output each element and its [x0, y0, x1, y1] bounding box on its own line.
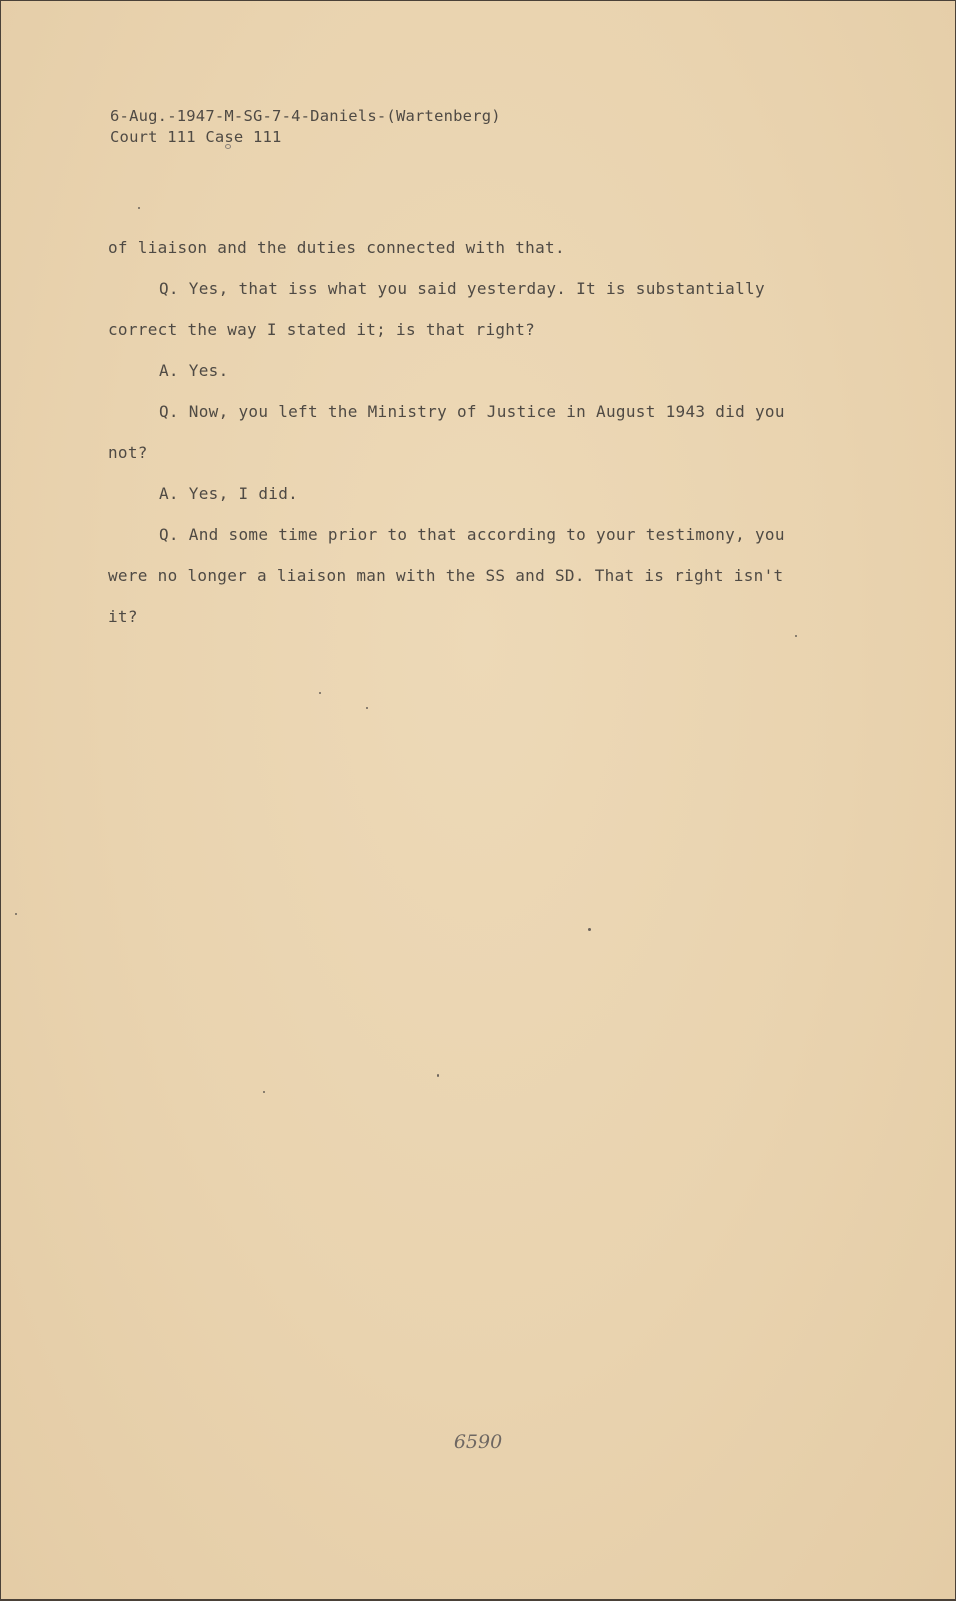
- transcript-paragraph: Q. Now, you left the Ministry of Justice in August 1943 did you not?: [108, 402, 785, 462]
- paper-speck: [138, 207, 140, 209]
- transcript-body: [108, 227, 808, 637]
- paper-speck: [588, 928, 591, 931]
- paper-speck: [319, 692, 321, 694]
- document-page: [1, 1, 955, 1599]
- transcript-paragraph: of liaison and the duties connected with that.: [108, 238, 565, 257]
- transcript-paragraph: Q. And some time prior to that according to your testimony, you were no longer a liaison man with the SS and SD. That is right isn't it?: [108, 525, 785, 626]
- ink-mark: [225, 144, 231, 149]
- transcript-paragraph: A. Yes, I did.: [159, 484, 299, 503]
- transcript-paragraph: A. Yes.: [159, 361, 229, 380]
- page-number: 6590: [453, 1431, 503, 1453]
- paper-speck: [366, 707, 368, 709]
- paper-speck: [437, 1074, 439, 1077]
- paper-speck: [795, 635, 797, 637]
- transcript-paragraph: Q. Yes, that iss what you said yesterday. It is substantially correct the way I stated it; is that right?: [108, 279, 765, 339]
- header-line-court: Court 111 Case 111: [110, 128, 282, 146]
- document-header: [110, 106, 501, 148]
- header-line-session: 6-Aug.-1947-M-SG-7-4-Daniels-(Wartenberg): [110, 107, 501, 125]
- paper-speck: [15, 913, 17, 915]
- paper-speck: [263, 1091, 265, 1093]
